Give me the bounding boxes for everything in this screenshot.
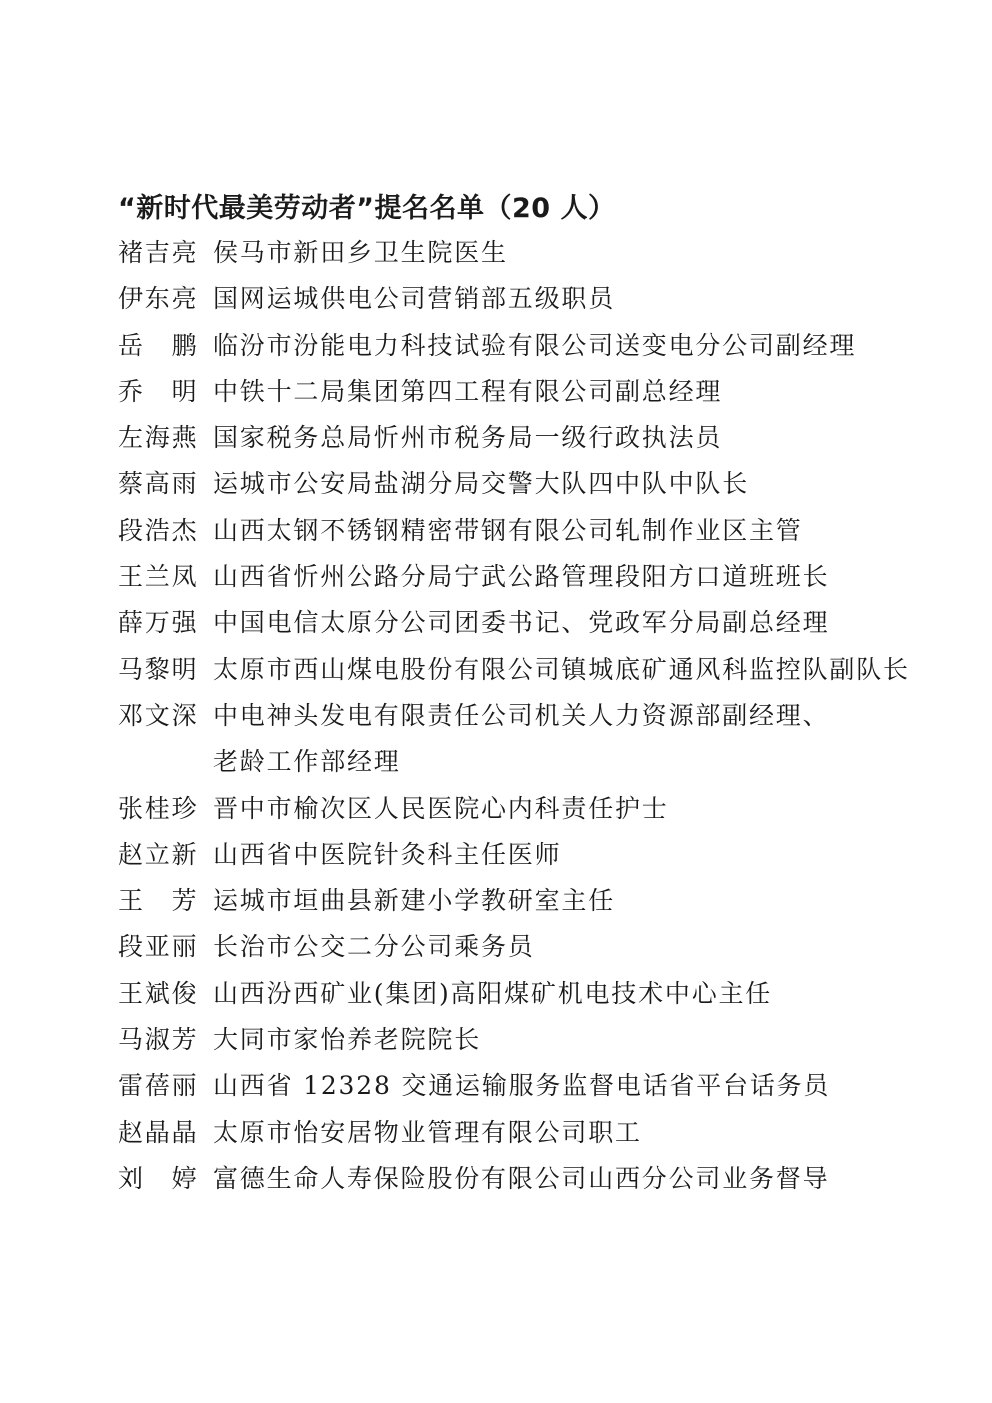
nominee-name: 马黎明	[118, 654, 199, 684]
nominee-description: 太原市怡安居物业管理有限公司职工	[213, 1117, 642, 1147]
nominee-name: 蔡高雨	[118, 469, 199, 499]
list-item	[118, 554, 878, 600]
list-item	[118, 693, 878, 786]
nominee-name: 王 芳	[118, 886, 199, 916]
nominee-list	[118, 230, 910, 1202]
nominee-description: 山西太钢不锈钢精密带钢有限公司轧制作业区主管	[213, 515, 803, 545]
list-item	[118, 832, 878, 878]
nominee-description: 国家税务总局忻州市税务局一级行政执法员	[213, 423, 723, 453]
nominee-name: 张桂珍	[118, 793, 199, 823]
nominee-description: 中国电信太原分公司团委书记、党政军分局副总经理	[213, 608, 830, 638]
list-item	[118, 878, 878, 924]
nominee-name: 邓文深	[118, 700, 199, 730]
nominee-name: 褚吉亮	[118, 238, 199, 267]
nominee-name: 王斌俊	[118, 978, 199, 1008]
nominee-description: 山西省中医院针灸科主任医师	[213, 839, 562, 869]
nominee-description: 长治市公交二分公司乘务员	[213, 932, 535, 962]
list-item	[118, 323, 878, 369]
nominee-description: 中铁十二局集团第四工程有限公司副总经理	[213, 376, 723, 406]
nominee-description: 中电神头发电有限责任公司机关人力资源部副经理、 老龄工作部经理	[213, 700, 830, 777]
list-item	[118, 415, 878, 461]
nominee-name: 段亚丽	[118, 932, 199, 962]
list-item	[118, 1110, 878, 1156]
nominee-description: 太原市西山煤电股份有限公司镇城底矿通风科监控队副队长	[213, 654, 910, 684]
nominee-name: 赵晶晶	[118, 1117, 199, 1147]
nominee-name: 赵立新	[118, 839, 199, 869]
nominee-name: 薛万强	[118, 608, 199, 638]
nominee-name: 左海燕	[118, 423, 199, 453]
page-title: “新时代最美劳动者”提名名单（20 人）	[118, 193, 616, 224]
nominee-description: 大同市家怡养老院院长	[213, 1025, 482, 1055]
list-item	[118, 508, 878, 554]
nominee-description: 山西省忻州公路分局宁武公路管理段阳方口道班班长	[213, 562, 830, 592]
nominee-name: 段浩杰	[118, 515, 199, 545]
list-item	[118, 276, 878, 322]
list-item	[118, 1156, 878, 1202]
nominee-name: 乔 明	[118, 376, 199, 406]
list-item	[118, 1063, 878, 1109]
nominee-description: 山西省 12328 交通运输服务监督电话省平台话务员	[213, 1071, 831, 1101]
nominee-name: 雷蓓丽	[118, 1071, 199, 1101]
nominee-description: 侯马市新田乡卫生院医生	[213, 238, 508, 267]
nominee-description: 运城市公安局盐湖分局交警大队四中队中队长	[213, 469, 750, 499]
list-item	[118, 971, 878, 1017]
list-item	[118, 924, 878, 970]
nominee-name: 马淑芳	[118, 1025, 199, 1055]
list-item	[118, 1017, 878, 1063]
nominee-description: 富德生命人寿保险股份有限公司山西分公司业务督导	[213, 1163, 830, 1193]
list-item	[118, 647, 910, 693]
nominee-name: 岳 鹏	[118, 330, 199, 360]
nominee-description: 晋中市榆次区人民医院心内科责任护士	[213, 793, 669, 823]
list-item	[118, 461, 878, 507]
nominee-description: 运城市垣曲县新建小学教研室主任	[213, 886, 616, 916]
nominee-description: 临汾市汾能电力科技试验有限公司送变电分公司副经理	[213, 330, 857, 360]
nominee-name: 伊东亮	[118, 284, 199, 314]
nominee-name: 王兰凤	[118, 562, 199, 592]
nominee-description: 国网运城供电公司营销部五级职员	[213, 284, 616, 314]
list-item	[118, 369, 878, 415]
list-item	[118, 600, 878, 646]
list-item	[118, 786, 878, 832]
list-item	[118, 230, 878, 276]
nominee-description: 山西汾西矿业(集团)高阳煤矿机电技术中心主任	[213, 978, 773, 1008]
nominee-name: 刘 婷	[118, 1163, 199, 1193]
